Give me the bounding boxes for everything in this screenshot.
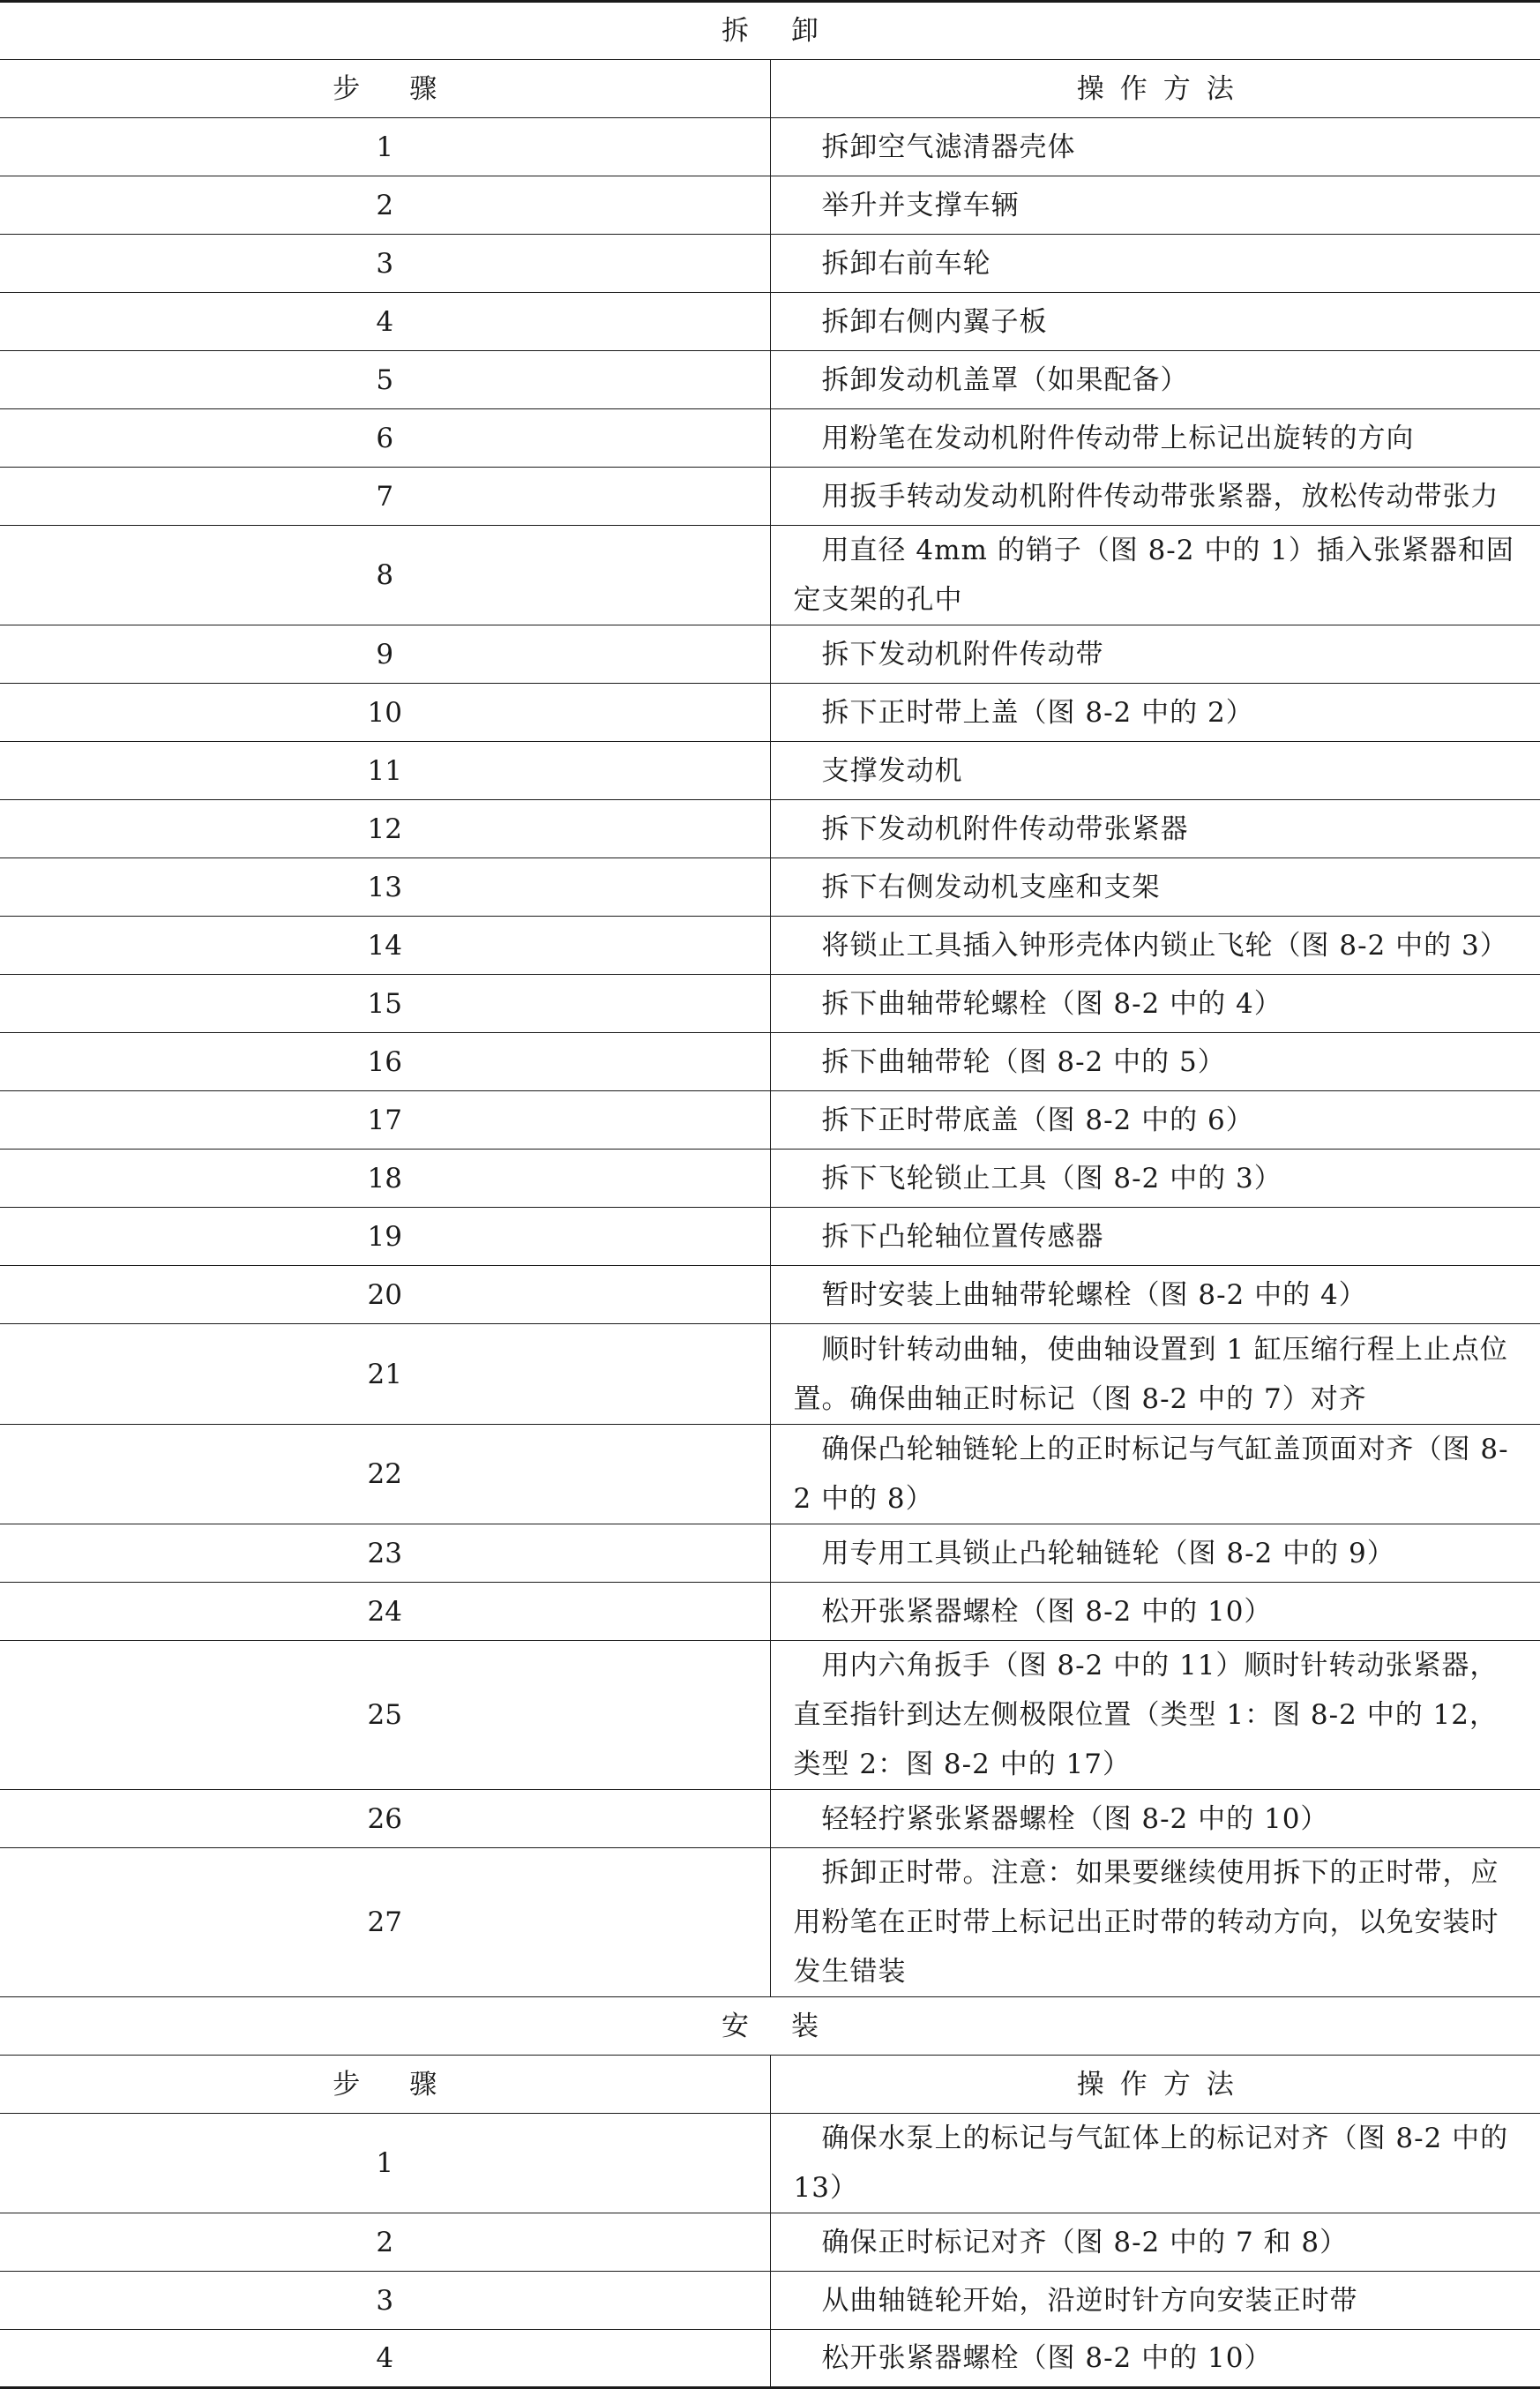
table-row (0, 1790, 1540, 1848)
step-description-cell (770, 858, 1540, 917)
table-row (0, 625, 1540, 684)
step-description: 拆卸空气滤清器壳体 (821, 131, 1076, 163)
table-row (0, 2330, 1540, 2388)
table-row (0, 176, 1540, 235)
step-number: 27 (0, 1848, 770, 1997)
step-description-cell (770, 2213, 1540, 2272)
step-description-cell (770, 2114, 1540, 2213)
step-description: 拆卸右前车轮 (821, 247, 991, 280)
step-description: 用直径 4mm 的销子（图 8-2 中的 1）插入张紧器和固定支架的孔中 (793, 535, 1514, 616)
table-row (0, 468, 1540, 526)
step-description: 举升并支撑车辆 (821, 189, 1020, 221)
step-description-cell (770, 293, 1540, 351)
step-description: 支撑发动机 (821, 754, 963, 787)
table-row (0, 800, 1540, 858)
table-row (0, 293, 1540, 351)
step-description: 拆下飞轮锁止工具（图 8-2 中的 3） (821, 1162, 1282, 1194)
step-description-cell (770, 409, 1540, 468)
table-row (0, 2213, 1540, 2272)
table-row (0, 1425, 1540, 1524)
table-row (0, 1324, 1540, 1425)
installation-header-step: 步骤 (0, 2056, 770, 2114)
procedure-table-body (0, 2, 1540, 2388)
step-description: 用扳手转动发动机附件传动带张紧器，放松传动带张力 (821, 480, 1499, 513)
table-row (0, 975, 1540, 1033)
step-description-cell (770, 468, 1540, 526)
step-description: 拆下发动机附件传动带 (821, 638, 1104, 670)
step-number: 3 (0, 235, 770, 293)
step-description-cell (770, 351, 1540, 409)
step-number: 2 (0, 2213, 770, 2272)
installation-header-method: 操作方法 (770, 2056, 1540, 2114)
step-description-cell (770, 975, 1540, 1033)
step-description-cell (770, 1790, 1540, 1848)
step-number: 22 (0, 1425, 770, 1524)
step-description: 拆下正时带底盖（图 8-2 中的 6） (821, 1104, 1254, 1136)
step-description-cell (770, 2272, 1540, 2330)
step-description-cell (770, 800, 1540, 858)
step-description: 确保凸轮轴链轮上的正时标记与气缸盖顶面对齐（图 8-2 中的 8） (793, 1434, 1509, 1515)
removal-header-step: 步骤 (0, 60, 770, 118)
table-row (0, 1641, 1540, 1790)
step-description: 确保水泵上的标记与气缸体上的标记对齐（图 8-2 中的 13） (793, 2123, 1509, 2204)
step-number: 9 (0, 625, 770, 684)
step-description-cell (770, 1324, 1540, 1425)
step-number: 11 (0, 742, 770, 800)
step-description: 松开张紧器螺栓（图 8-2 中的 10） (821, 1595, 1273, 1628)
step-description: 拆下曲轴带轮（图 8-2 中的 5） (821, 1045, 1226, 1078)
step-description-cell (770, 742, 1540, 800)
table-row (0, 1150, 1540, 1208)
table-row (0, 1208, 1540, 1266)
table-row (0, 917, 1540, 975)
table-row (0, 1583, 1540, 1641)
step-description-cell (770, 118, 1540, 176)
table-row (0, 2114, 1540, 2213)
step-description: 拆卸发动机盖罩（如果配备） (821, 363, 1189, 396)
step-description-cell (770, 1641, 1540, 1790)
step-number: 4 (0, 293, 770, 351)
step-number: 18 (0, 1150, 770, 1208)
step-number: 14 (0, 917, 770, 975)
step-description: 拆卸右侧内翼子板 (821, 305, 1048, 338)
table-row (0, 526, 1540, 625)
table-row (0, 235, 1540, 293)
step-description-cell (770, 1091, 1540, 1150)
removal-section-title-row (0, 2, 1540, 60)
step-description: 拆下凸轮轴位置传感器 (821, 1220, 1104, 1253)
step-description-cell (770, 1150, 1540, 1208)
step-number: 21 (0, 1324, 770, 1425)
table-row (0, 1524, 1540, 1583)
step-description: 拆下曲轴带轮螺栓（图 8-2 中的 4） (821, 987, 1282, 1020)
table-row (0, 1091, 1540, 1150)
table-row (0, 409, 1540, 468)
step-number: 23 (0, 1524, 770, 1583)
table-row (0, 742, 1540, 800)
step-description-cell (770, 526, 1540, 625)
step-description: 顺时针转动曲轴，使曲轴设置到 1 缸压缩行程上止点位置。确保曲轴正时标记（图 8-2 中的 7）对齐 (793, 1333, 1508, 1415)
removal-header-row (0, 60, 1540, 118)
step-description: 确保正时标记对齐（图 8-2 中的 7 和 8） (821, 2226, 1349, 2258)
step-number: 17 (0, 1091, 770, 1150)
step-number: 26 (0, 1790, 770, 1848)
step-description: 从曲轴链轮开始，沿逆时针方向安装正时带 (821, 2284, 1358, 2317)
step-description: 拆下正时带上盖（图 8-2 中的 2） (821, 696, 1254, 729)
step-description-cell (770, 176, 1540, 235)
step-description-cell (770, 1583, 1540, 1641)
step-number: 24 (0, 1583, 770, 1641)
step-description-cell (770, 1524, 1540, 1583)
step-number: 1 (0, 2114, 770, 2213)
step-number: 7 (0, 468, 770, 526)
step-description-cell (770, 1033, 1540, 1091)
step-description-cell (770, 1425, 1540, 1524)
step-number: 1 (0, 118, 770, 176)
step-description: 轻轻拧紧张紧器螺栓（图 8-2 中的 10） (821, 1802, 1329, 1835)
step-number: 4 (0, 2330, 770, 2388)
installation-section-title-row (0, 1997, 1540, 2056)
table-row (0, 684, 1540, 742)
step-description: 拆下发动机附件传动带张紧器 (821, 813, 1189, 845)
step-description-cell (770, 1208, 1540, 1266)
step-description: 用粉笔在发动机附件传动带上标记出旋转的方向 (821, 422, 1415, 454)
step-description-cell (770, 1848, 1540, 1997)
step-number: 12 (0, 800, 770, 858)
table-row (0, 1848, 1540, 1997)
installation-section-title: 安装 (0, 1997, 1540, 2056)
step-description-cell (770, 625, 1540, 684)
step-description-cell (770, 684, 1540, 742)
step-description: 用内六角扳手（图 8-2 中的 11）顺时针转动张紧器，直至指针到达左侧极限位置（类型 1：图 8-2 中的 12，类型 2：图 8-2 中的 17） (793, 1650, 1499, 1780)
step-number: 10 (0, 684, 770, 742)
step-number: 8 (0, 526, 770, 625)
table-row (0, 351, 1540, 409)
step-description: 将锁止工具插入钟形壳体内锁止飞轮（图 8-2 中的 3） (821, 929, 1508, 962)
table-row (0, 2272, 1540, 2330)
step-number: 2 (0, 176, 770, 235)
step-number: 25 (0, 1641, 770, 1790)
removal-header-method: 操作方法 (770, 60, 1540, 118)
table-row (0, 1033, 1540, 1091)
installation-header-row (0, 2056, 1540, 2114)
step-number: 15 (0, 975, 770, 1033)
step-description-cell (770, 2330, 1540, 2388)
table-row (0, 1266, 1540, 1324)
step-description: 松开张紧器螺栓（图 8-2 中的 10） (821, 2342, 1273, 2374)
step-description-cell (770, 235, 1540, 293)
step-description-cell (770, 1266, 1540, 1324)
step-number: 6 (0, 409, 770, 468)
step-number: 13 (0, 858, 770, 917)
step-number: 19 (0, 1208, 770, 1266)
table-row (0, 118, 1540, 176)
step-number: 16 (0, 1033, 770, 1091)
step-description-cell (770, 917, 1540, 975)
step-description: 暂时安装上曲轴带轮螺栓（图 8-2 中的 4） (821, 1278, 1367, 1311)
table-row (0, 858, 1540, 917)
removal-section-title: 拆卸 (0, 2, 1540, 60)
step-description: 拆卸正时带。注意：如果要继续使用拆下的正时带，应用粉笔在正时带上标记出正时带的转动方向，以免安装时发生错装 (793, 1857, 1499, 1988)
step-description: 用专用工具锁止凸轮轴链轮（图 8-2 中的 9） (821, 1537, 1395, 1569)
step-description: 拆下右侧发动机支座和支架 (821, 871, 1161, 903)
step-number: 3 (0, 2272, 770, 2330)
step-number: 5 (0, 351, 770, 409)
step-number: 20 (0, 1266, 770, 1324)
